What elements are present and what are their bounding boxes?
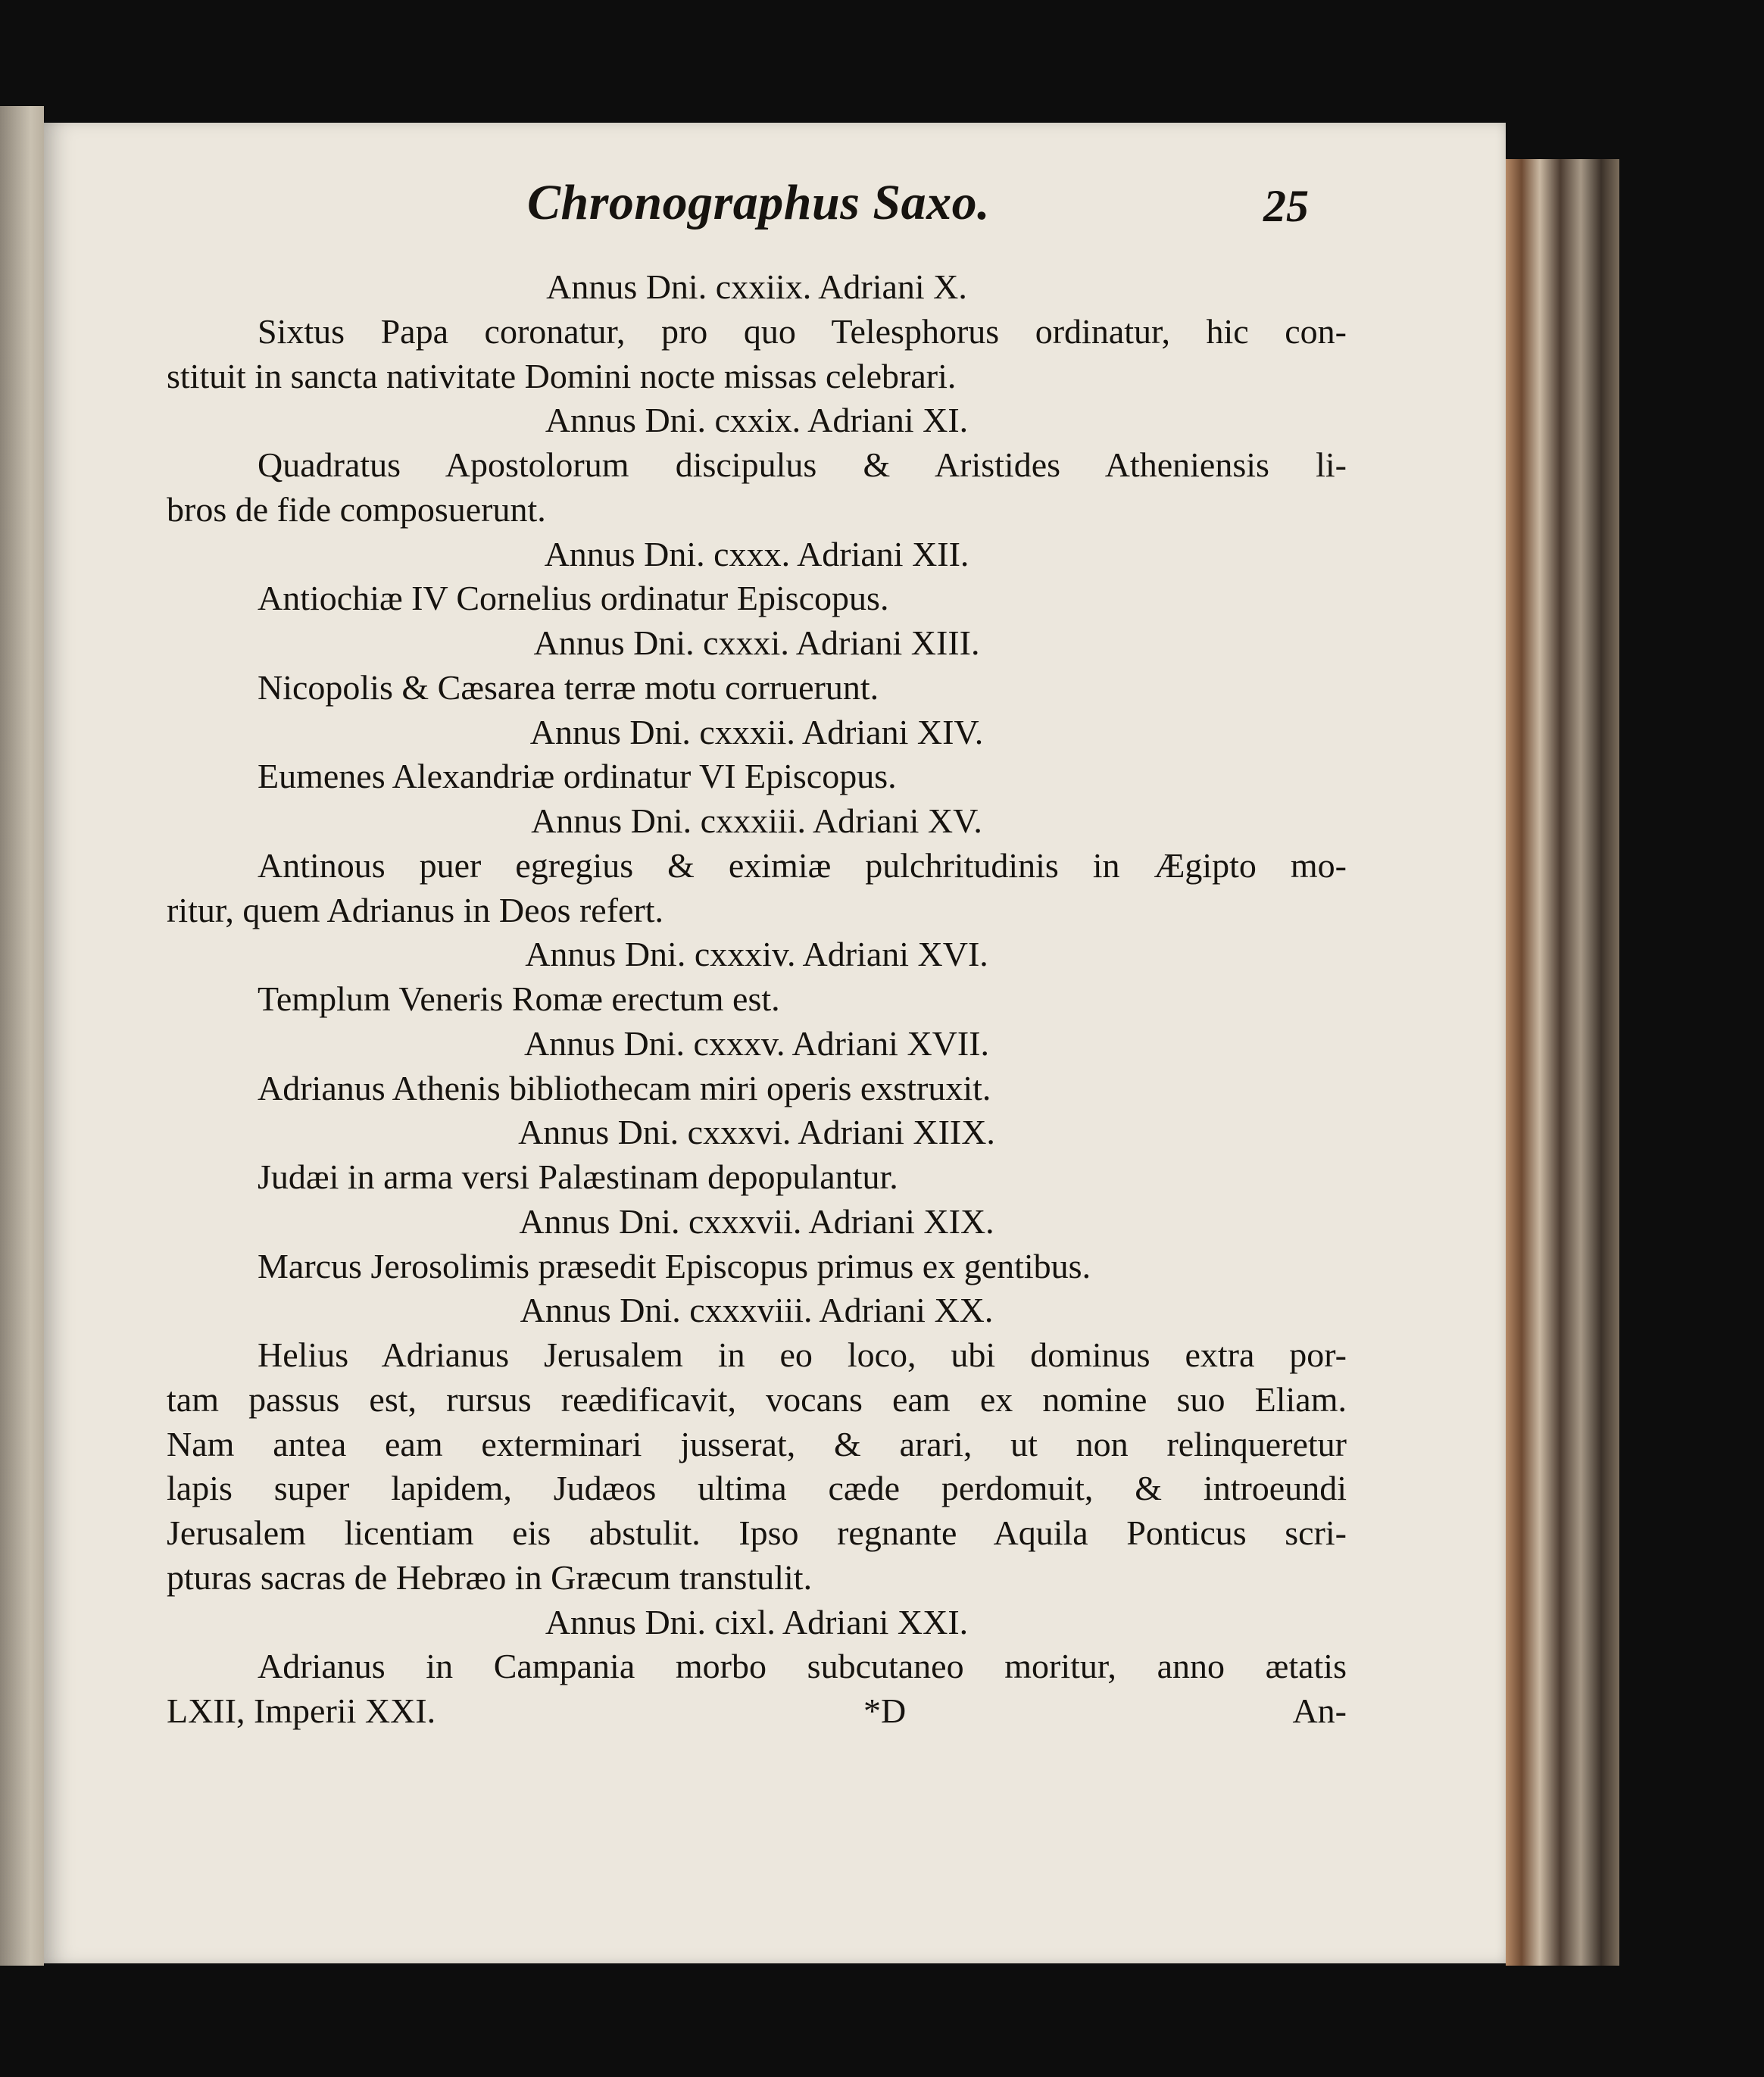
text-line: Sixtus Papa coronatur, pro quo Telesphorus ordinatur, hic con- <box>258 311 1347 351</box>
text-line: Annus Dni. cxxxvii. Adriani XIX. <box>519 1201 994 1241</box>
text-line: pturas sacras de Hebræo in Græcum transtulit. <box>167 1557 813 1597</box>
text-line: lapis super lapidem, Judæos ultima cæde perdomuit, & introeundi <box>167 1469 1347 1508</box>
running-title: Chronographus Saxo. <box>527 175 991 230</box>
text-line: Annus Dni. cxxxiv. Adriani XVI. <box>525 935 988 974</box>
text-line: Annus Dni. cxxxiii. Adriani XV. <box>531 801 982 840</box>
signature-mark: *D <box>863 1691 907 1730</box>
text-line: Adrianus in Campania morbo subcutaneo moritur, anno ætatis <box>258 1647 1347 1686</box>
final-line <box>167 1689 1347 1734</box>
text-line: Jerusalem licentiam eis abstulit. Ipso regnante Aquila Ponticus scri- <box>167 1513 1347 1552</box>
text-line: Helius Adrianus Jerusalem in eo loco, ubi dominus extra por- <box>258 1335 1347 1374</box>
text-line: bros de fide composuerunt. <box>167 489 546 529</box>
text-line: Annus Dni. cixl. Adriani XXI. <box>545 1602 969 1641</box>
text-line: Antinous puer egregius & eximiæ pulchritudinis in Ægipto mo- <box>258 845 1347 885</box>
text-line: Annus Dni. cxxx. Adriani XII. <box>544 534 969 573</box>
text-line: tam passus est, rursus reædificavit, vocans eam ex nomine suo Eliam. <box>167 1379 1347 1419</box>
text-line: Nicopolis & Cæsarea terræ motu corruerunt. <box>258 667 879 707</box>
text-line: Templum Veneris Romæ erectum est. <box>258 979 780 1018</box>
text-line: Eumenes Alexandriæ ordinatur VI Episcopus. <box>258 757 897 796</box>
text-line: Nam antea eam exterminari jusserat, & arari, ut non relinqueretur <box>167 1424 1347 1463</box>
text-line: Annus Dni. cxxxvi. Adriani XIIX. <box>518 1113 995 1152</box>
text-line: Annus Dni. cxxxi. Adriani XIII. <box>533 623 980 662</box>
body-text <box>167 265 1347 1734</box>
text-line: Antiochiæ IV Cornelius ordinatur Episcopus. <box>258 579 889 618</box>
text-line: Annus Dni. cxxxviii. Adriani XX. <box>520 1291 994 1330</box>
text-line: Annus Dni. cxxxv. Adriani XVII. <box>523 1023 990 1063</box>
text-line: Annus Dni. cxxiix. Adriani X. <box>546 267 967 306</box>
text-line: Adrianus Athenis bibliothecam miri operis exstruxit. <box>258 1068 991 1107</box>
book-page <box>44 123 1506 1963</box>
text-line: Judæi in arma versi Palæstinam depopulantur. <box>258 1157 898 1196</box>
text-line: stituit in sancta nativitate Domini nocte missas celebrari. <box>167 356 957 395</box>
left-page-edge <box>0 106 44 1966</box>
text-line: ritur, quem Adrianus in Deos refert. <box>167 890 664 929</box>
book-fore-edge <box>1506 159 1619 1966</box>
catchword: An- <box>1292 1691 1347 1730</box>
text-line: Marcus Jerosolimis præsedit Episcopus primus ex gentibus. <box>258 1246 1091 1285</box>
text-line: Annus Dni. cxxxii. Adriani XIV. <box>529 712 984 751</box>
text-line: Quadratus Apostolorum discipulus & Aristides Atheniensis li- <box>258 445 1347 484</box>
page-number: 25 <box>1263 181 1309 231</box>
text-line: Annus Dni. cxxix. Adriani XI. <box>545 401 969 440</box>
final-line-text: LXII, Imperii XXI. <box>167 1691 436 1730</box>
